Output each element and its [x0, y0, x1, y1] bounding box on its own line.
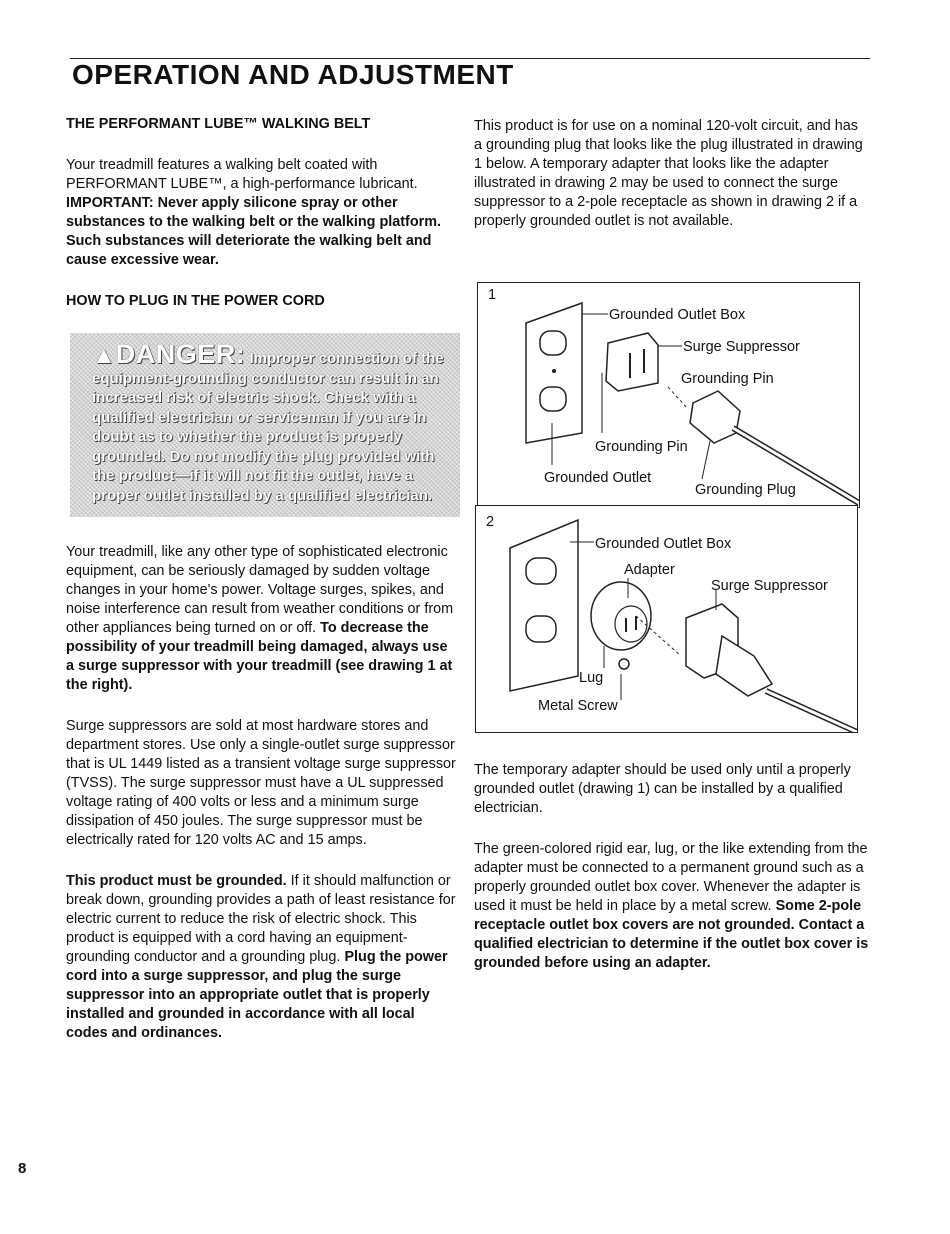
label-grounding-pin-1a: Grounding Pin: [681, 371, 774, 387]
ear-text: The green-colored rigid ear, lug, or the like extending from the adapter must be connected to a permanent ground such as a properly grounded outlet box cover. Whenever the adapter is used it must be held in place by a metal screw.: [474, 841, 868, 914]
label-grounding-pin-1b: Grounding Pin: [595, 439, 688, 455]
belt-heading: THE PERFORMANT LUBE™ WALKING BELT: [66, 116, 371, 132]
plug-heading: HOW TO PLUG IN THE POWER CORD: [66, 293, 325, 309]
intro-paragraph: This product is for use on a nominal 120-volt circuit, and has a grounding plug that looks like the plug illustrated in drawing 1 below. A temporary adapter that looks like the adapter illustrated in drawing 2 may be used to connect the surge suppressor to a 2-pole receptacle as shown in drawing 2 if a properly grounded outlet is not available.: [474, 118, 863, 229]
danger-box: [70, 333, 460, 517]
surge-paragraph: [66, 543, 456, 695]
label-metal-screw: Metal Screw: [538, 698, 618, 714]
figure-1: [477, 282, 860, 508]
ground-text: If it should malfunction or break down, grounding provides a path of least resistance for electric current to reduce the risk of electric shock. This product is equipped with a cord having an equipment-grounding conductor and a grounding plug.: [66, 873, 456, 965]
label-lug: Lug: [579, 670, 604, 686]
label-outlet-box-2: Grounded Outlet Box: [595, 536, 732, 552]
ear-paragraph: [474, 840, 869, 973]
danger-text: Improper connection of the equipment-grounding conductor can result in an increased risk of electric shock. Check with a qualified electrician or serviceman if you are in doubt as to whether the product is properly grounded. Do not modify the plug provided with the product—if it will not fit the outlet, have a proper outlet installed by a qualified electrician.: [92, 350, 444, 504]
ground-bold: This product must be grounded.: [66, 873, 287, 889]
left-column: [66, 115, 456, 1043]
belt-paragraph: [66, 156, 456, 270]
label-outlet-box-1: Grounded Outlet Box: [609, 307, 746, 323]
label-grounding-plug: Grounding Plug: [695, 482, 796, 498]
suppressor-paragraph: Surge suppressors are sold at most hardware stores and department stores. Use only a single-outlet surge suppressor that is UL 1449 listed as a transient voltage surge suppressor (TVSS). The surge suppressor must have a UL suppressed voltage rating of 400 volts or less and a minimum surge dissipation of 450 joules. The surge suppressor must be electrically rated for 120 volts AC and 15 amps.: [66, 718, 456, 848]
label-surge-suppressor-2: Surge Suppressor: [711, 578, 828, 594]
page-number: 8: [18, 1160, 27, 1177]
figure-2-drawing: [476, 506, 857, 732]
ear-bold: Some 2-pole receptacle outlet box covers are not grounded. Contact a qualified electrician to determine if the outlet box cover is grounded before using an adapter.: [474, 898, 869, 971]
adapter-paragraph: The temporary adapter should be used only until a properly grounded outlet (drawing 1) can be installed by a qualified electrician.: [474, 762, 851, 816]
label-grounded-outlet: Grounded Outlet: [544, 470, 652, 486]
label-surge-suppressor-1: Surge Suppressor: [683, 339, 800, 355]
warning-triangle-icon: ▲: [92, 342, 116, 369]
belt-important: IMPORTANT: Never apply silicone spray or other substances to the walking belt or the walking platform. Such substances will deteriorate the walking belt and cause excessive wear.: [66, 195, 442, 268]
ground-paragraph: [66, 872, 456, 1043]
surge-text: Your treadmill, like any other type of sophisticated electronic equipment, can be seriously damaged by sudden voltage changes in your home's power. Voltage surges, spikes, and noise interference can result from weather conditions or from other appliances being turned on or off.: [66, 544, 454, 636]
label-adapter: Adapter: [624, 562, 675, 578]
surge-bold: To decrease the possibility of your treadmill being damaged, always use a surge suppressor with your treadmill (see drawing 1 at the right).: [66, 620, 453, 693]
right-column-intro: [474, 117, 869, 231]
danger-word: DANGER:: [115, 339, 246, 369]
belt-text: Your treadmill features a walking belt coated with PERFORMANT LUBE™, a high-performance lubricant.: [66, 157, 418, 192]
page-title: OPERATION AND ADJUSTMENT: [72, 59, 514, 90]
ground-bold-2: Plug the power cord into a surge suppressor, and plug the surge suppressor into an appropriate outlet that is properly installed and grounded in accordance with all local codes and ordinances.: [66, 949, 448, 1041]
right-column-lower: [474, 761, 869, 973]
figure-2: [475, 505, 858, 733]
figure-1-number: 1: [488, 287, 497, 303]
figure-2-number: 2: [486, 514, 495, 530]
figure-1-drawing: [478, 283, 859, 507]
